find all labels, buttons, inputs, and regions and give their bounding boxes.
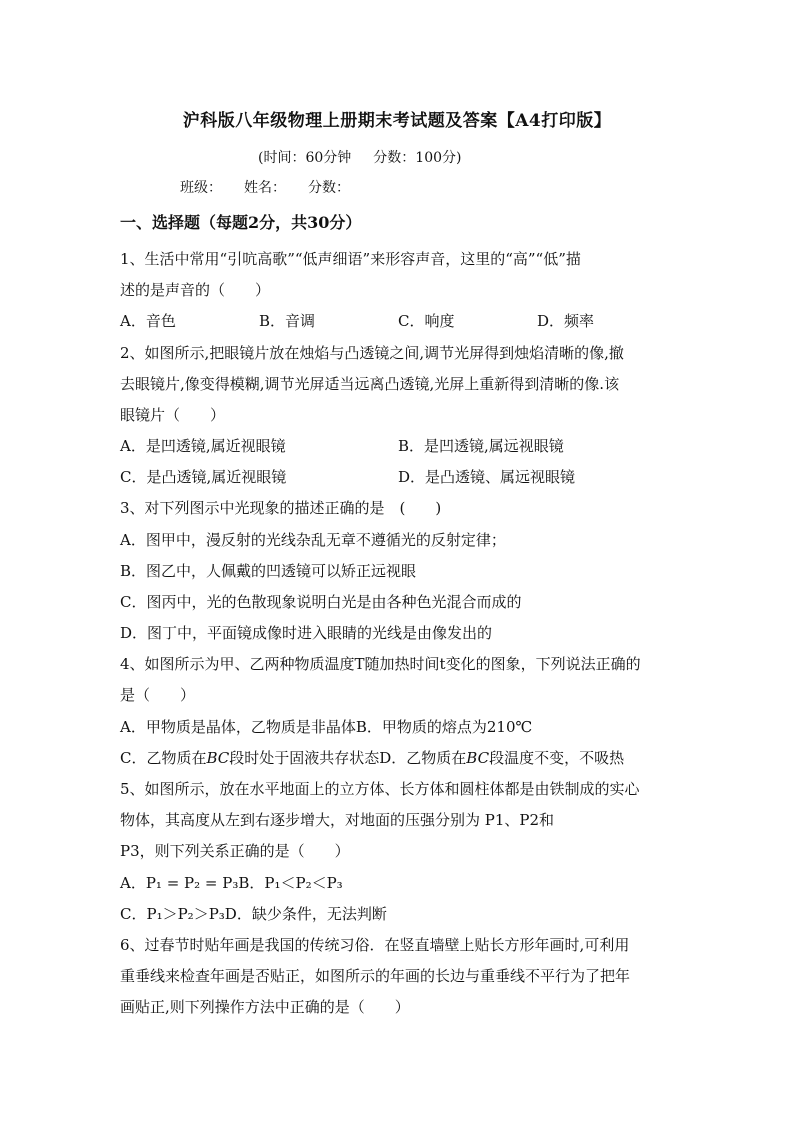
- exam-total-score: 分数：100分): [373, 150, 462, 166]
- q1-options: [120, 310, 676, 331]
- q1-line1: 1、生活中常用“引吭高歌”“低声细语”来形容声音，这里的“高”“低”描: [120, 250, 581, 268]
- exam-meta: [258, 147, 483, 167]
- q6-line1: 6、过春节时贴年画是我国的传统习俗．在竖直墙壁上贴长方形年画时,可利用: [120, 936, 630, 954]
- q5-line1: 5、如图所示，放在水平地面上的立方体、长方体和圆柱体都是由铁制成的实心: [120, 780, 640, 798]
- q2-option-d: D．是凸透镜、属远视眼镜: [398, 468, 576, 486]
- q4-line1: 4、如图所示为甲、乙两种物质温度T随加热时间t变化的图象，下列说法正确的: [120, 655, 641, 673]
- q3-line1: 3、对下列图示中光现象的描述正确的是 ( ): [120, 499, 442, 517]
- q5-line2: 物体，其高度从左到右逐步增大，对地面的压强分别为 P1、P2和: [120, 811, 555, 829]
- q4-optd-end: 段温度不变，不吸热: [489, 749, 625, 767]
- q3-option-a: A．图甲中，漫反射的光线杂乱无章不遵循光的反射定律；: [120, 531, 506, 549]
- section-heading: 一、选择题（每题2分，共30分）: [120, 213, 362, 232]
- q5-options-ab: A．P₁ = P₂ = P₃B．P₁＜P₂＜P₃: [120, 874, 343, 892]
- q3-option-d: D．图丁中，平面镜成像时进入眼睛的光线是由像发出的: [120, 624, 493, 642]
- q6-line3: 画贴正,则下列操作方法中正确的是（ ）: [120, 998, 410, 1016]
- q4-options-cd: [120, 747, 624, 768]
- q2-option-c: C．是凸透镜,属近视眼镜: [120, 468, 287, 486]
- q2-line1: 2、如图所示,把眼镜片放在烛焰与凸透镜之间,调节光屏得到烛焰清晰的像,撤: [120, 344, 624, 362]
- q2-line2: 去眼镜片,像变得模糊,调节光屏适当远离凸透镜,光屏上重新得到清晰的像.该: [120, 375, 620, 393]
- class-label: 班级：: [180, 180, 222, 196]
- exam-time: (时间：60分钟: [258, 150, 352, 166]
- q2-options-row1: [120, 435, 676, 456]
- q2-option-a: A．是凹透镜,属近视眼镜: [120, 437, 286, 455]
- q2-option-b: B．是凹透镜,属远视眼镜: [398, 437, 564, 455]
- q4-line2: 是（ ）: [120, 686, 196, 704]
- q1-option-c: C．响度: [398, 312, 455, 330]
- q6-line2: 重垂线来检查年画是否贴正，如图所示的年画的长边与重垂线不平行为了把年: [120, 967, 631, 985]
- q5-options-cd: C．P₁＞P₂＞P₃D．缺少条件，无法判断: [120, 905, 387, 923]
- q4-optc-pre: C．乙物质在: [120, 749, 207, 767]
- q5-line3: P3，则下列关系正确的是（ ）: [120, 842, 350, 860]
- name-label: 姓名：: [244, 180, 286, 196]
- student-info: [180, 177, 372, 197]
- q1-option-a: A．音色: [120, 312, 176, 330]
- q1-option-b: B．音调: [259, 312, 316, 330]
- q1-option-d: D．频率: [537, 312, 595, 330]
- q2-line3: 眼镜片（ ）: [120, 406, 226, 424]
- page-title: 沪科版八年级物理上册期末考试题及答案【A4打印版】: [182, 111, 612, 131]
- q4-options-ab: A．甲物质是晶体，乙物质是非晶体B．甲物质的熔点为210℃: [120, 718, 533, 736]
- q4-bc-label: BC: [206, 749, 230, 767]
- q4-optc-post: 段时处于固液共存状态D．乙物质在: [229, 749, 467, 767]
- score-label: 分数：: [308, 180, 350, 196]
- q4-bc-label-2: BC: [466, 749, 490, 767]
- q1-line2: 述的是声音的（ ）: [120, 281, 271, 299]
- q3-option-c: C．图丙中，光的色散现象说明白光是由各种色光混合而成的: [120, 593, 522, 611]
- q2-options-row2: [120, 466, 676, 487]
- q3-option-b: B．图乙中，人佩戴的凹透镜可以矫正远视眼: [120, 562, 417, 580]
